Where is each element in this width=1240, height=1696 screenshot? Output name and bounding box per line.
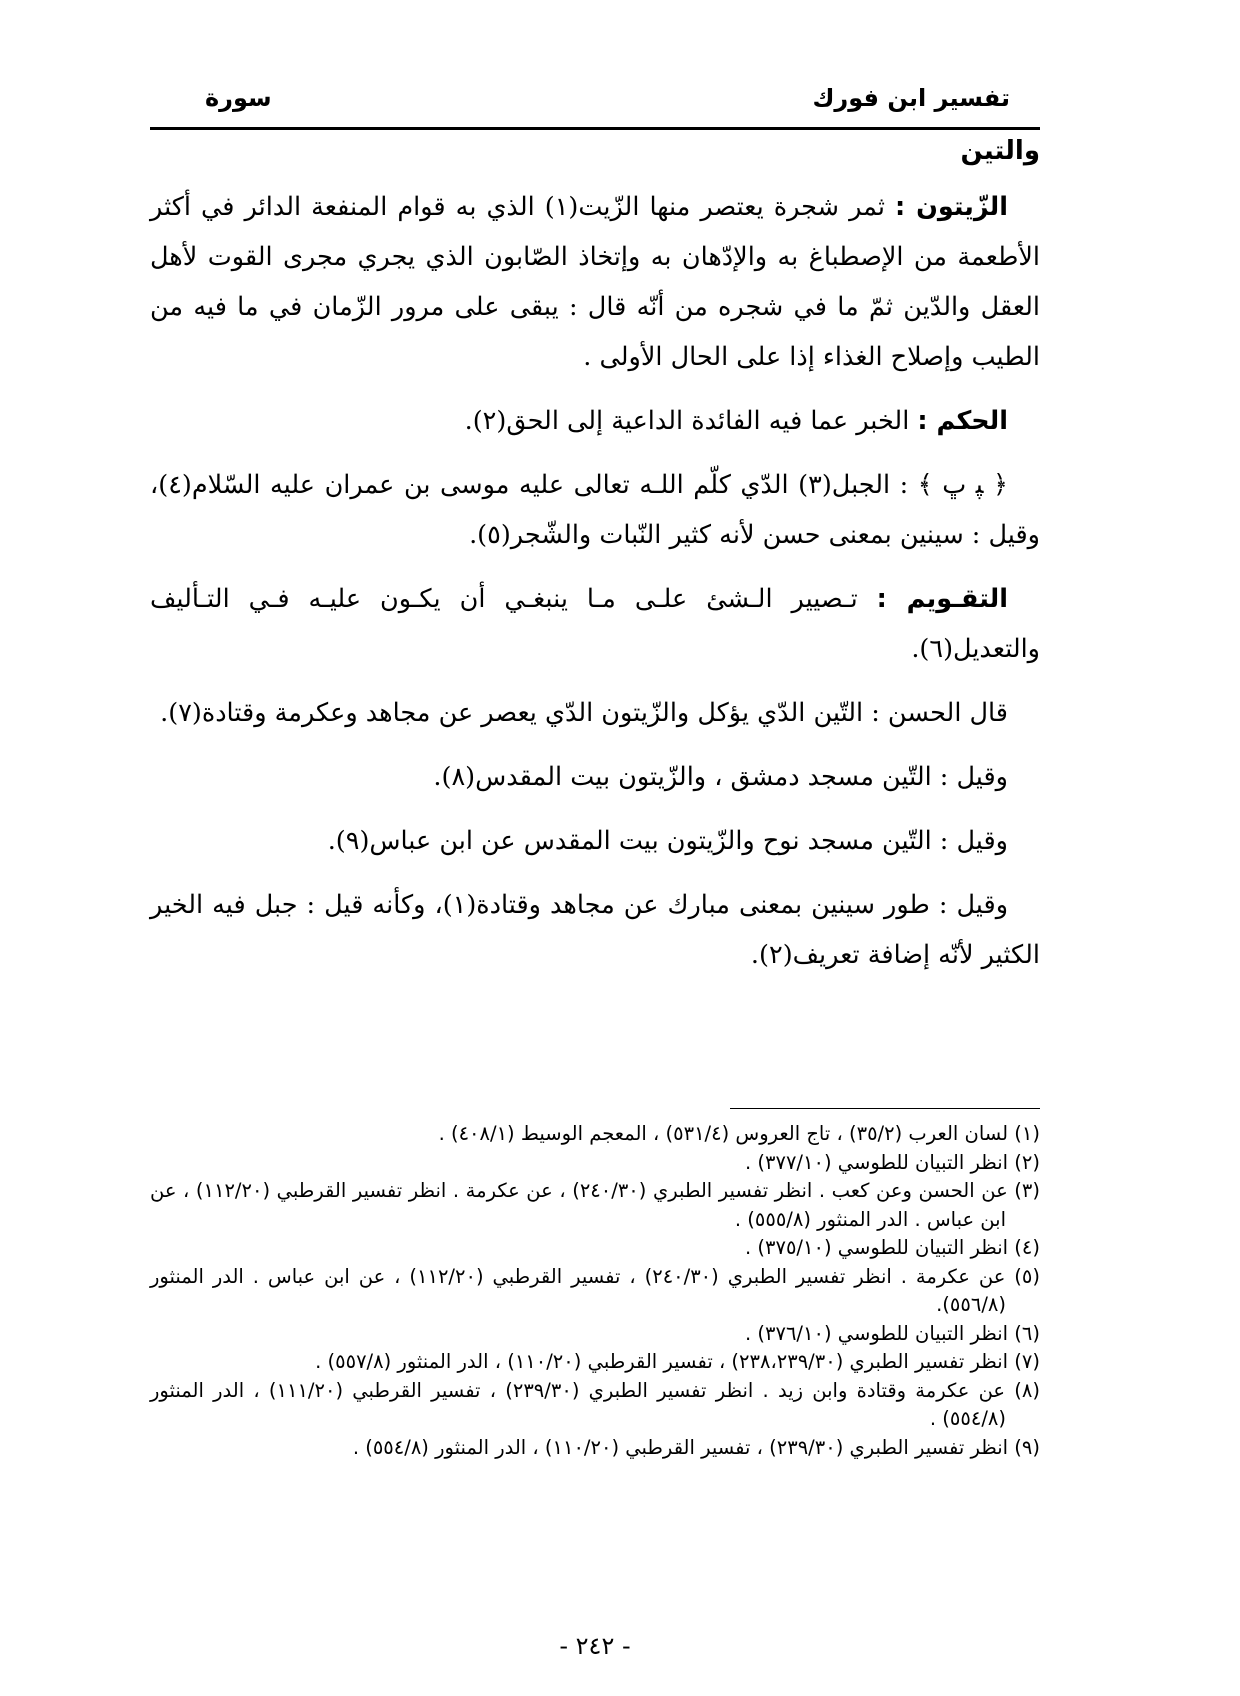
footnote: (٣) عن الحسن وعن كعب . انظر تفسير الطبري (٢٤٠/٣٠) ، عن عكرمة . انظر تفسير القرطبي (١١٢/٢٠) ، عن ابن عباس . الدر المنثور (٥٥٥/٨) . [150,1179,1040,1231]
paragraph-term: الحكم : [917,406,1008,436]
footnote-divider [730,1108,1040,1109]
footnotes [150,1120,1040,1462]
paragraph-text: وقيل : طور سينين بمعنى مبارك عن مجاهد وقتادة(١)، وكأنه قيل : جبل فيه الخير الكثير لأنّه إضافة تعريف(٢). [150,890,1040,970]
paragraph-text: ﴿ ﭙ ﭚ ﴾ : الجبل(٣) الدّي كلّم اللـه تعالى عليه موسى بن عمران عليه السّلام(٤)، وقيل : سينين بمعنى حسن لأنه كثير النّبات والشّجر(٥). [150,470,1040,550]
paragraph-term: التقـويم : [876,584,1008,614]
paragraph-text: ثمر شجرة يعتصر منها الزّيت(١) الذي به قوام المنفعة الدائر في أكثر الأطعمة من الإصطباغ به والإدّهان به وإتخاذ الصّابون الذي يجري مجرى القوت لأهل العقل والدّين ثمّ ما في شجره من أنّه قال : يبقى على مرور الزّمان في ما فيه من الطيب وإصلاح الغذاء إذا على الحال الأولى . [150,192,1040,372]
footnote: (٢) انظر التبيان للطوسي (٣٧٧/١٠) . [744,1150,1040,1174]
paragraph [150,460,1040,560]
paragraph [150,688,1040,738]
paragraph [150,574,1040,674]
paragraph-text: قال الحسن : التّين الدّي يؤكل والزّيتون الدّي يعصر عن مجاهد وعكرمة وقتادة(٧). [160,698,1008,728]
footnote: (٨) عن عكرمة وقتادة وابن زيد . انظر تفسير الطبري (٢٣٩/٣٠) ، تفسير القرطبي (١١١/٢٠) ، الدر المنثور (٥٥٤/٨) . [150,1378,1040,1430]
main-text [150,182,1040,994]
running-header [150,84,1040,124]
page-number: - ٢٤٢ - [559,1632,631,1660]
paragraph-text: الخبر عما فيه الفائدة الداعية إلى الحق(٢). [464,406,918,436]
surah-name: والتين [960,136,1040,166]
footnote: (٧) انظر تفسير الطبري (٢٣٨،٢٣٩/٣٠) ، تفسير القرطبي (١١٠/٢٠) ، الدر المنثور (٥٥٧/٨) . [315,1350,1040,1373]
paragraph [150,396,1040,446]
paragraph [150,752,1040,802]
book-title: تفسير ابن فورك [812,84,1010,112]
paragraph-text: تـصيير الـشئ علـى مـا ينبغـي أن يكـون عليـه فـي التـأليف والتعديل(٦). [150,584,1040,664]
footnote: (٥) عن عكرمة . انظر تفسير الطبري (٢٤٠/٣٠) ، تفسير القرطبي (١١٢/٢٠) ، عن ابن عباس . الدر المنثور (٥٥٦/٨). [150,1264,1040,1316]
paragraph [150,880,1040,980]
book-page [150,0,1040,1696]
paragraph-text: وقيل : التّين مسجد دمشق ، والزّيتون بيت المقدس(٨). [433,762,1008,792]
footnote: (١) لسان العرب (٣٥/٢) ، تاج العروس (٥٣١/٤) ، المعجم الوسيط (٤٠٨/١) . [438,1122,1040,1145]
footnote: (٦) انظر التبيان للطوسي (٣٧٦/١٠) . [744,1321,1040,1345]
paragraph [150,182,1040,382]
paragraph [150,816,1040,866]
header-divider [150,127,1040,130]
paragraph-term: الزّيتون : [895,192,1008,222]
footnote: (٤) انظر التبيان للطوسي (٣٧٥/١٠) . [744,1236,1040,1259]
footnote: (٩) انظر تفسير الطبري (٢٣٩/٣٠) ، تفسير القرطبي (١١٠/٢٠) ، الدر المنثور (٥٥٤/٨) . [352,1435,1040,1459]
paragraph-text: وقيل : التّين مسجد نوح والزّيتون بيت المقدس عن ابن عباس(٩). [327,826,1008,856]
surah-label: سورة [205,84,272,112]
